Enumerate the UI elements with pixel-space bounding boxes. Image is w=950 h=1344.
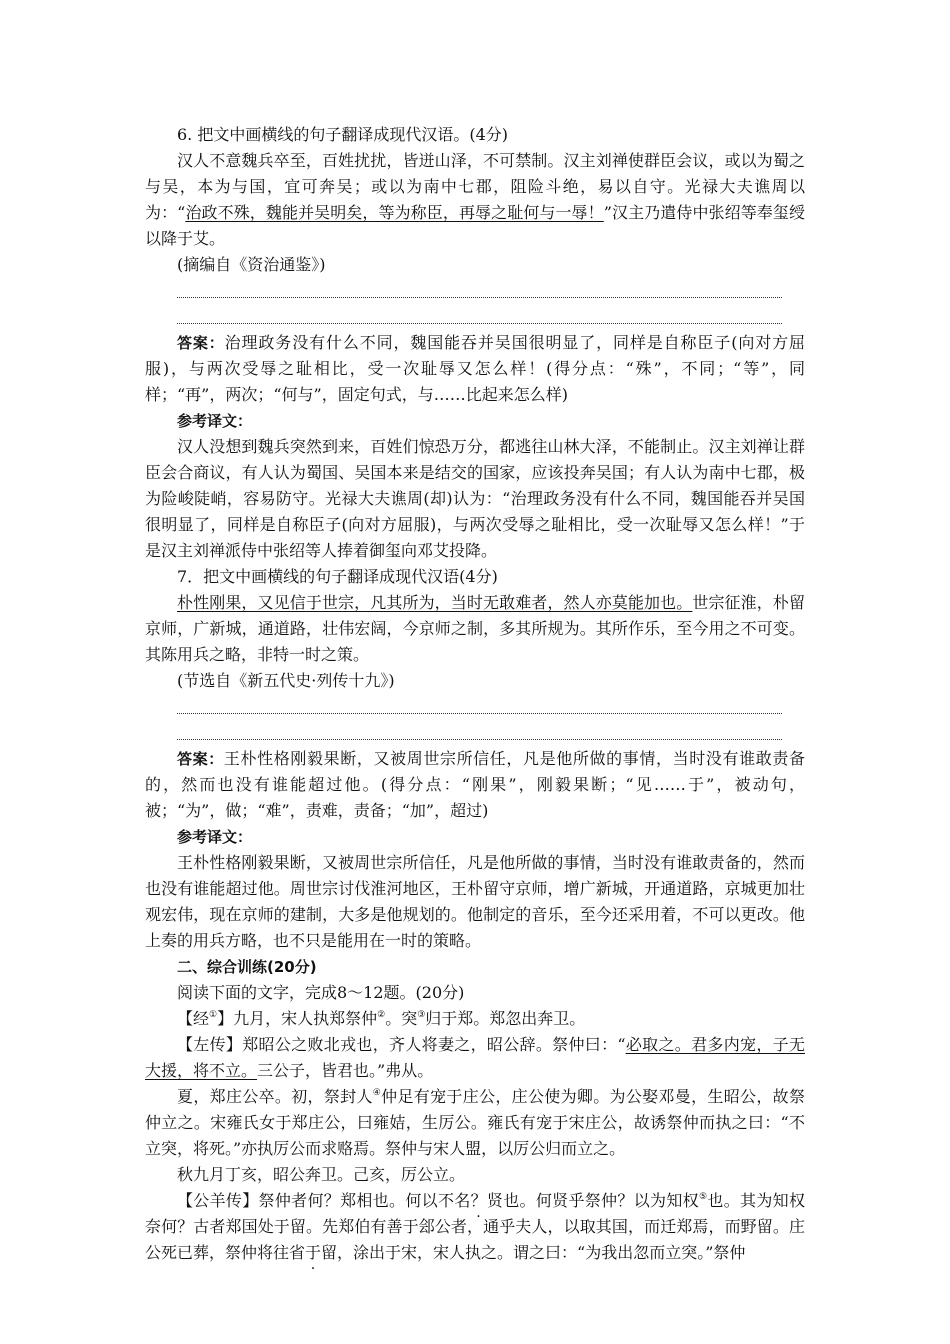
section-heading-text: 二、综合训练(20分) <box>177 958 317 976</box>
section-intro: 阅读下面的文字，完成8～12题。(20分) <box>177 983 465 1002</box>
q7-passage-rest: 世宗征淮，朴留京师，广新城，通道路，壮伟宏阔，今京师之制，多其所规为。其所作乐，至今用之不可变。其陈用兵之略，非特一时之策。 <box>145 593 805 664</box>
q7-passage <box>145 590 805 668</box>
gongyang-text: 于留，涂出于宋，宋人执之。谓之曰：“为我出忽而立突。”祭仲 <box>305 1243 746 1262</box>
jing-text: 。突 <box>385 1009 418 1028</box>
q6-passage-b: ”汉主乃遣侍中张绍等奉玺绶以降于艾。 <box>145 203 805 248</box>
zuozhuan-paragraph <box>145 1032 805 1084</box>
q6-ref-label <box>145 408 805 434</box>
q6-answer <box>145 330 805 408</box>
q6-passage <box>145 148 805 252</box>
jing-text: 【经 <box>177 1009 210 1028</box>
jing-paragraph <box>145 1006 805 1032</box>
q6-source: (摘编自《资治通鉴》) <box>177 255 326 274</box>
jing-text: 归于郑。郑忽出奔卫。 <box>425 1009 586 1028</box>
answer-line[interactable] <box>177 278 782 304</box>
zuozhuan-text: 三公子，皆君也。”弗从。 <box>257 1061 434 1080</box>
zuozhuan-underlined-sentence: 必取之。君多内宠，子无大援，将不立。 <box>145 1035 805 1080</box>
q7-title: 7．把文中画横线的句子翻译成现代汉语(4分) <box>177 567 498 586</box>
footnote-marker: ⑤ <box>699 1192 708 1202</box>
gongyang-text: ？贤也。何贤乎祭仲？以为知权 <box>470 1191 699 1210</box>
q7-answer-text: 王朴性格刚毅果断，又被周世宗所信任，凡是他所做的事情，当时没有谁敢责备的，然而也没有谁能超过他。(得分点：“刚果”，刚毅果断；“见……于”，被动句，被；“为”，做；“难”，责难，责备；“加”，超过) <box>145 749 805 820</box>
answer-line[interactable] <box>177 694 782 720</box>
q7-source: (节选自《新五代史·列传十九》) <box>177 671 395 690</box>
q6-ref-text: 汉人没想到魏兵突然到来，百姓们惊恐万分，都逃往山林大泽，不能制止。汉主刘禅让群臣会合商议，有人认为蜀国、吴国本来是结交的国家，应该投奔吴国；有人认为南中七郡，极为险峻陡峭，容易防守。光禄大夫谯周(却)认为：“治理政务没有什么不同，魏国能吞并吴国很明显了，同样是自称臣子(向对方屈服)，与两次受辱之耻相比，受一次耻辱又怎么样！”于是汉主刘禅派侍中张绍等人捧着御玺向邓艾投降。 <box>145 437 805 560</box>
q7-answer <box>145 746 805 824</box>
q7-underlined-sentence: 朴性刚果，又见信于世宗，凡其所为，当时无敢难者，然人亦莫能加也。 <box>177 593 693 612</box>
ref-label: 参考译文： <box>177 828 253 846</box>
q6-underlined-sentence: 治政不殊，魏能并吴明矣，等为称臣，再辱之耻何与一辱！ <box>185 203 604 222</box>
paragraph-summer <box>145 1084 805 1162</box>
gongyang-paragraph <box>145 1188 805 1266</box>
answer-label: 答案： <box>177 334 225 352</box>
ref-label: 参考译文： <box>177 412 253 430</box>
zuozhuan-text: 【左传】郑昭公之败北戎也，齐人将妻之，昭公辞。祭仲曰：“ <box>177 1035 626 1054</box>
gongyang-text: 也。其为知权奈何？古者郑国处于留。先郑伯有善于郐公者，通乎夫人，以取其国，而迁郑焉，而野留。庄公死已葬，祭仲将往 <box>145 1191 805 1262</box>
q6-answer-text: 治理政务没有什么不同，魏国能吞并吴国很明显了，同样是自称臣子(向对方屈服)，与两次受辱之耻相比，受一次耻辱又怎么样！(得分点：“殊”，不同；“等”，同样；“再”，两次；“何与”，固定句式，与……比起来怎么样) <box>145 333 805 404</box>
paragraph-text: 仲足有宠于庄公，庄公使为卿。为公娶邓曼，生昭公，故祭仲立之。宋雍氏女于郑庄公，曰雍姞，生厉公。雍氏有宠于宋庄公，故诱祭仲而执之曰：“不立突，将死。”亦执厉公而求赂焉。祭仲与宋人盟，以厉公归而立之。 <box>145 1087 805 1158</box>
q6-passage-a: 汉人不意魏兵卒至，百姓扰扰，皆迸山泽，不可禁制。汉主刘禅使群臣会议，或以为蜀之与吴，本为与国，宜可奔吴；或以为南中七郡，阻险斗绝，易以自守。光禄大夫谯周以为：“ <box>145 151 805 222</box>
q7-ref-label <box>145 824 805 850</box>
answer-line[interactable] <box>177 304 782 330</box>
jing-text: 】九月，宋人执郑祭仲 <box>217 1009 378 1028</box>
answer-label: 答案： <box>177 750 224 768</box>
emphasis-dot-word: 名 <box>454 1191 471 1210</box>
page-content <box>145 122 805 1266</box>
answer-line[interactable] <box>177 720 782 746</box>
footnote-marker: ① <box>209 1010 218 1020</box>
emphasis-dot-word: 省 <box>289 1243 306 1262</box>
footnote-marker: ④ <box>372 1088 382 1098</box>
q7-ref-text: 王朴性格刚毅果断，又被周世宗所信任，凡是他所做的事情，当时没有谁敢责备的，然而也没有谁能超过他。周世宗讨伐淮河地区，王朴留守京师，增广新城，开通道路，京城更加壮观宏伟，现在京师的建制，大多是他规划的。他制定的音乐，至今还采用着，不可以更改。他上奏的用兵方略，也不只是能用在一时的策略。 <box>145 853 805 950</box>
paragraph-text: 夏，郑庄公卒。初，祭封人 <box>177 1087 373 1106</box>
footnote-marker: ② <box>377 1010 386 1020</box>
paragraph-autumn: 秋九月丁亥，昭公奔卫。己亥，厉公立。 <box>177 1165 466 1184</box>
q6-title: 6. 把文中画横线的句子翻译成现代汉语。(4分) <box>177 125 509 144</box>
gongyang-text: 【公羊传】祭仲者何？郑相也。何以不 <box>177 1191 455 1210</box>
section-heading <box>145 954 805 980</box>
footnote-marker: ③ <box>417 1010 426 1020</box>
